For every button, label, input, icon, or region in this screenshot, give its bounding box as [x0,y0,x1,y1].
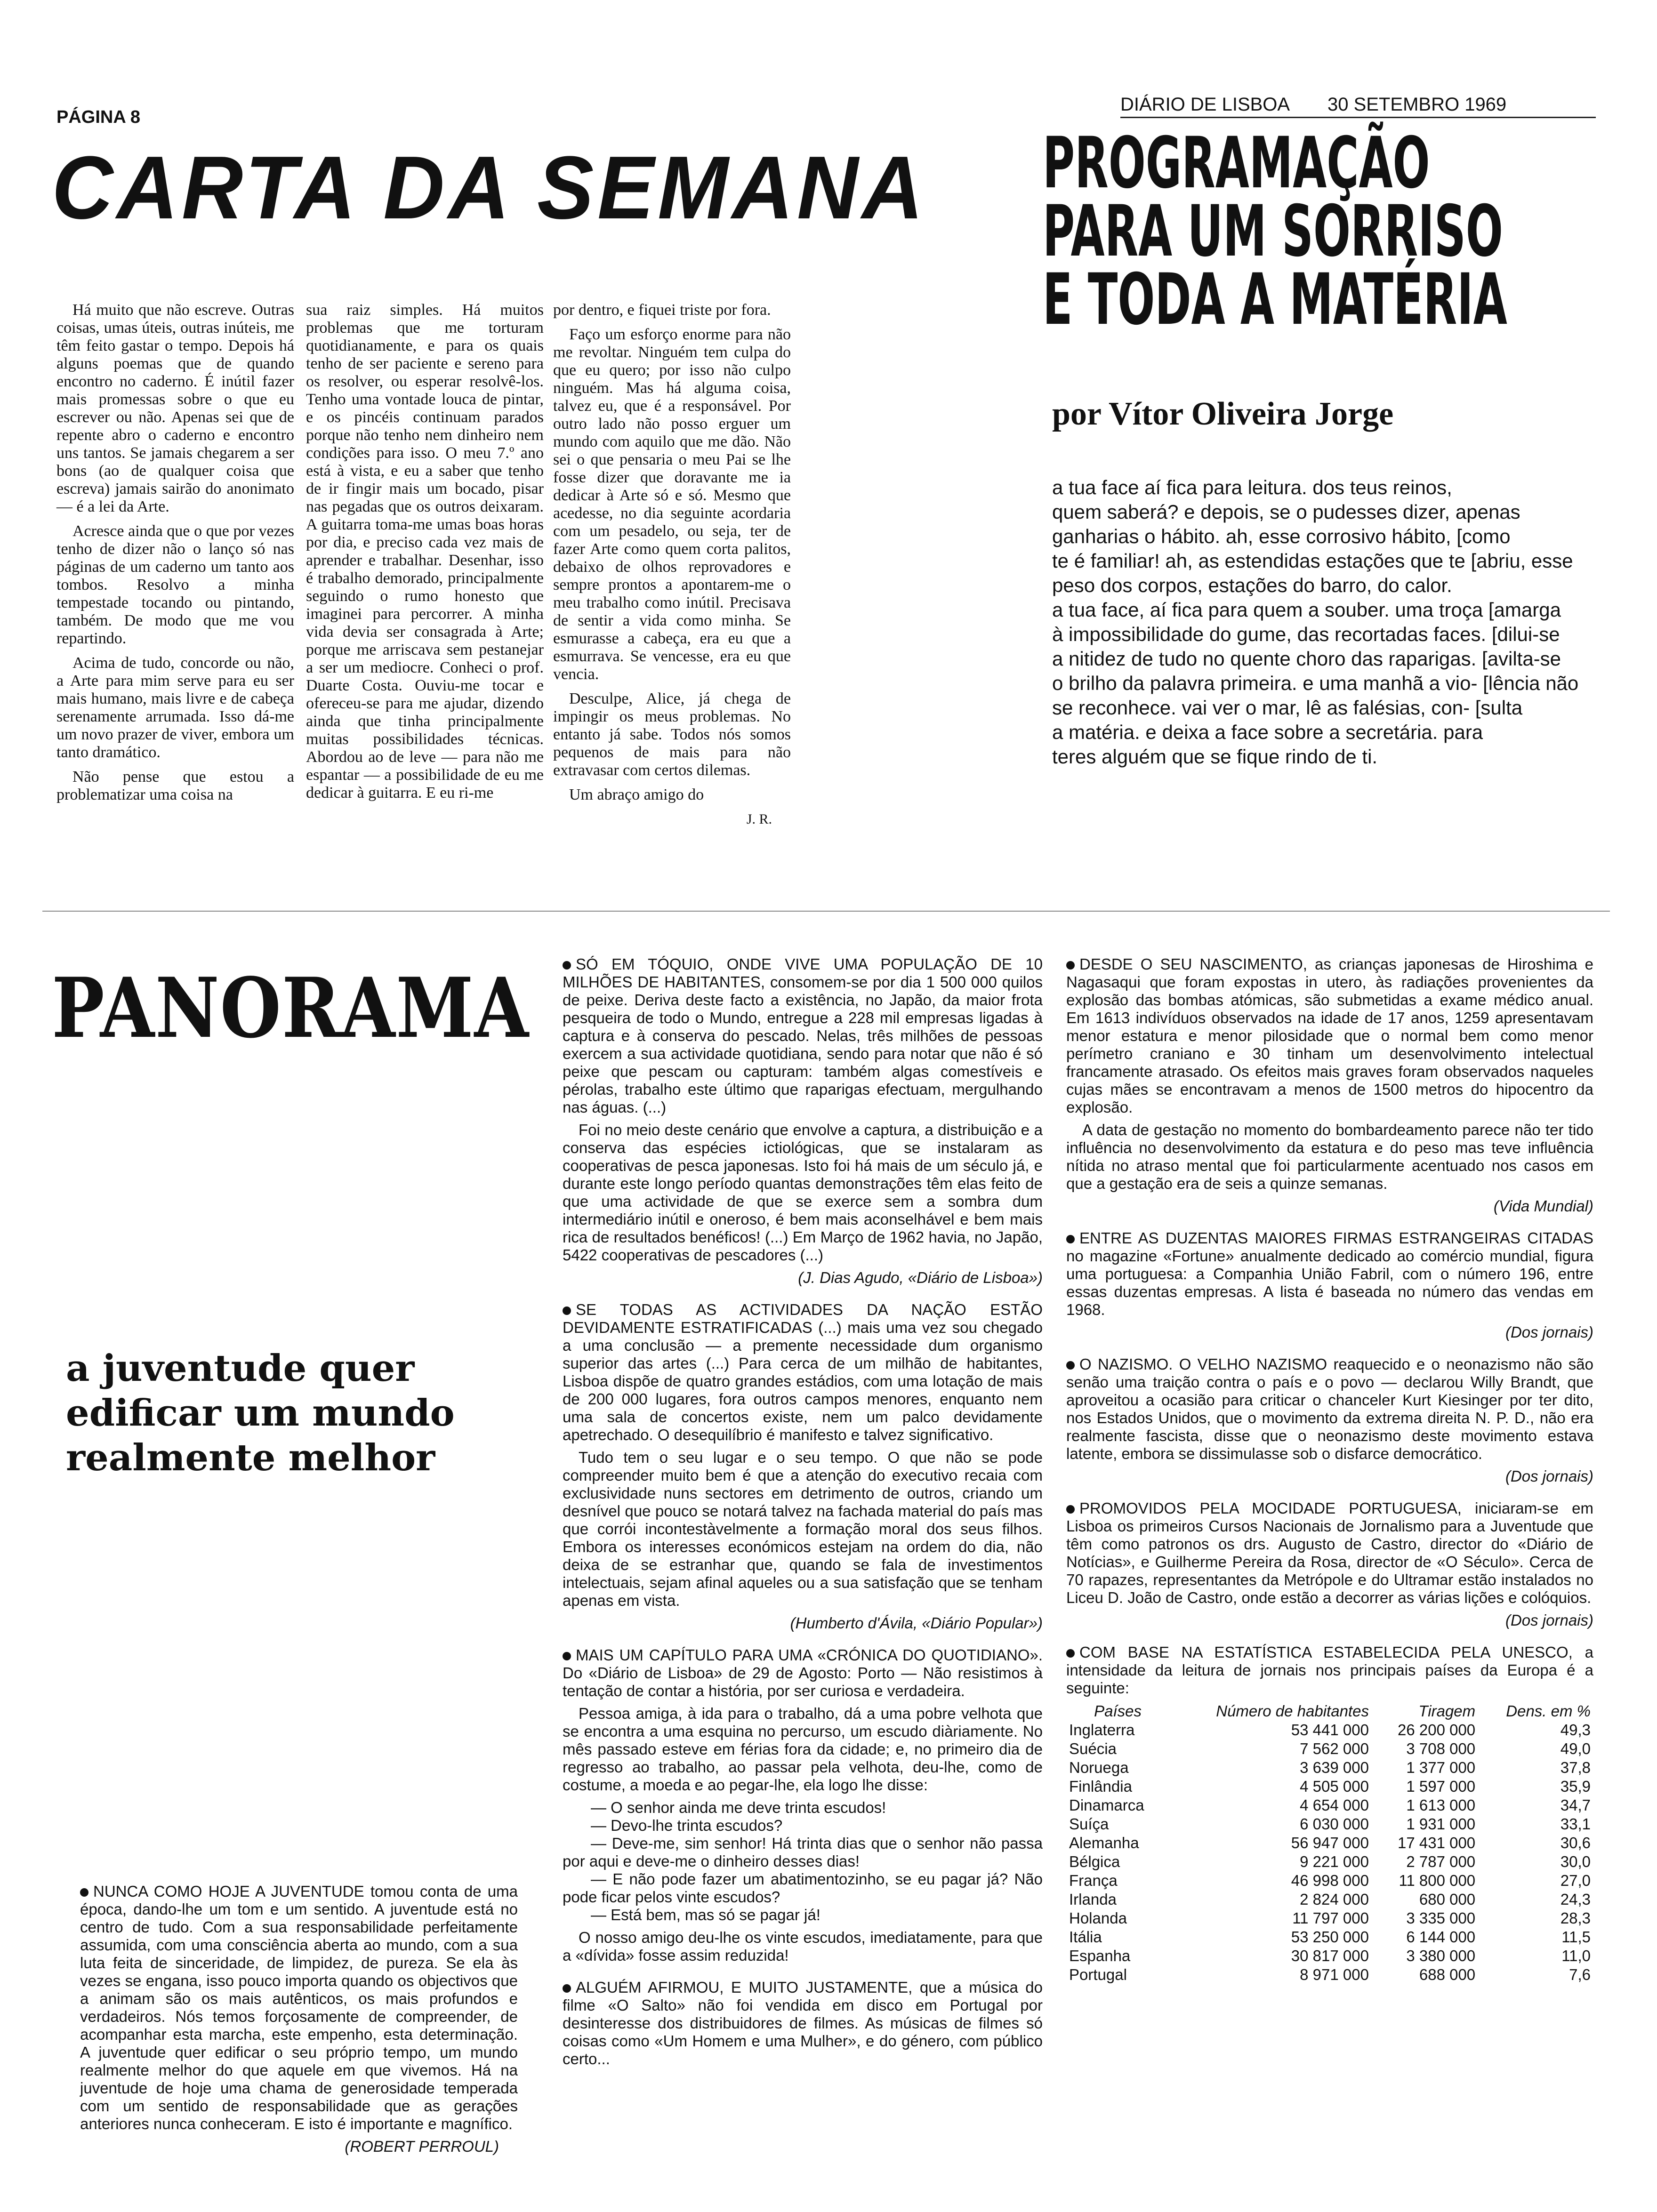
value-cell: 8 971 000 [1300,1966,1369,1983]
readership-table [1066,1702,1593,1984]
country-cell: Espanha [1069,1947,1131,1964]
value-cell: 53 441 000 [1291,1721,1369,1739]
article-lead: SE TODAS AS ACTIVIDADES DA NAÇÃO ESTÃO DEVIDAMENTE ESTRATIFICADAS [563,1301,1043,1336]
carta-column-1 [56,301,294,810]
value-cell: 1 931 000 [1406,1815,1476,1833]
subtitle-line: edificar um mundo [66,1392,455,1435]
section-divider [42,911,1610,912]
value-cell: 1 377 000 [1406,1759,1476,1776]
article-text: iniciaram-se em Lisboa os primeiros Cursos Nacionais de Jornalismo para a Juventude que têm como patronos os drs. Augusto de Castro, director do «Diário de Notícias», e Guilherme Pereira da Rosa, director de «O Século». Cerca de 70 rapazes, representantes da Metrópole e do Ultramar estão instalados no Liceu D. João de Castro, onde estão a decorrer as várias lições e colóquios. [1066,1499,1594,1606]
value-cell: 35,9 [1560,1778,1591,1795]
article-source: (Dos jornais) [1505,1611,1593,1629]
value-cell: 30,0 [1560,1853,1591,1870]
article-lead: COM BASE NA ESTATÍSTICA ESTABELECIDA PELA UNESCO, [1079,1643,1573,1661]
table-header: Tiragem [1418,1702,1476,1720]
poem-line: peso dos corpos, estações do barro, do calor. [1052,574,1452,596]
country-cell: Itália [1069,1928,1102,1946]
table-row [1066,1777,1593,1796]
value-cell: 33,1 [1560,1815,1591,1833]
value-cell: 6 144 000 [1406,1928,1476,1946]
table-row [1066,1834,1593,1852]
article-text: que a música do filme «O Salto» não foi vendida em disco em Portugal por desinteresse dos distribuidores de filmes. As músicas de filmes só coisas como «Um Homem e uma Mulher», e do género, com público certo... [563,1979,1043,2068]
value-cell: 11 800 000 [1399,1872,1476,1889]
article-lead: PROMOVIDOS PELA MOCIDADE PORTUGUESA, [1079,1499,1462,1517]
value-cell: 53 250 000 [1291,1928,1369,1946]
value-cell: 1 613 000 [1406,1796,1476,1814]
news-item [563,1979,1043,2068]
value-cell: 7,6 [1569,1966,1591,1983]
table-row [1066,1871,1593,1890]
article-source: (ROBERT PERROUL) [345,2138,499,2155]
country-cell: Alemanha [1069,1834,1139,1851]
issue-date: 30 SETEMBRO 1969 [1327,94,1507,115]
value-cell: 3 639 000 [1300,1759,1369,1776]
article-text: Tudo tem o seu lugar e o seu tempo. O que não se pode compreender muito bem é que a atenção do executivo recaia com exclusividade nuns sectores em detrimento de outros, criando um desnível que pouco se notará talvez na fachada material do país mas que corrói incontestàvelmente a formação moral dos seus filhos. Embora os interesses económicos estejam na ordem do dia, não deixa de se estranhar que, quando se fala de investimentos intelectuais, sejam afinal aqueles ou a sua satisfação que se tenham apenas em vista. [563,1449,1043,1609]
value-cell: 688 000 [1419,1966,1476,1983]
country-cell: Finlândia [1069,1778,1132,1795]
programacao-headline [1043,122,1657,341]
carta-paragraph: Há muito que não escreve. Outras coisas, umas úteis, outras inúteis, me têm feito gastar o tempo. Depois há alguns poemas que de quando encontro no caderno. É inútil fazer mais promessas sobre o que eu escrever ou não. Apenas sei que de repente abro o caderno e encontro uns tantos. Se jamais chegarem a ser bons (ao de qualquer coisa que escreva) jamais sairão do anonimato — é a lei da Arte. [56,301,294,515]
carta-title: CARTA DA SEMANA [52,138,927,238]
news-item [1066,955,1593,1215]
poem [1052,475,1593,769]
value-cell: 49,0 [1560,1740,1591,1757]
value-cell: 9 221 000 [1300,1853,1369,1870]
country-cell: Portugal [1069,1966,1127,1983]
carta-paragraph: Acima de tudo, concorde ou não, a Arte para mim serve para eu ser mais humano, mais livre e de cabeça serenamente arrumada. Isso dá-me um novo prazer de viver, embora um tanto dramático. [56,654,294,761]
value-cell: 6 030 000 [1300,1815,1369,1833]
poem-line: se reconhece. vai ver o mar, lê as falésias, con- [sulta [1052,697,1523,719]
carta-signature: J. R. [746,811,772,827]
poem-line: a nitidez de tudo no quente choro das raparigas. [avilta-se [1052,648,1561,670]
bullet-icon [1066,1361,1075,1370]
bullet-icon [1066,961,1075,970]
table-header-row [1066,1702,1593,1721]
article-text: Foi no meio deste cenário que envolve a captura, a distribuição e a conserva das espécies ictiológicas, que se instalaram as cooperativas de pesca japonesas. Isto foi há mais de um século já, e durante este longo período quantas demonstrações têm elas feito de que uma actividade de que se exerce sem a sombra dum intermediário inútil e oneroso, é bem mais aconselhável e bem mais rica de resultados benéficos! (...) Em Março de 1962 havia, no Japão, 5422 cooperativas de pescadores (...) [563,1121,1043,1264]
bullet-icon [563,1652,571,1660]
page-number: PÁGINA 8 [56,107,141,127]
value-cell: 2 824 000 [1300,1891,1369,1908]
byline: por Vítor Oliveira Jorge [1052,396,1394,432]
headline-line: E TODA A MATÉRIA [1043,259,1507,341]
bullet-icon [1066,1649,1075,1658]
value-cell: 4 505 000 [1300,1778,1369,1795]
dialogue-line: — E não pode fazer um abatimentozinho, se eu pagar já? Não pode ficar pelos vinte escudos? [563,1870,1043,1906]
table-row [1066,1928,1593,1947]
bullet-icon [1066,1235,1075,1243]
value-cell: 56 947 000 [1291,1834,1369,1851]
bullet-icon [80,1888,88,1897]
value-cell: 3 708 000 [1406,1740,1476,1757]
carta-column-3 [553,301,791,828]
headline-line: PARA UM SORRISO [1043,191,1503,272]
dialogue-line: — Deve-me, sim senhor! Há trinta dias que o senhor não passa por aqui e deve-me o dinheiro desses dias! [563,1835,1043,1870]
table-row [1066,1852,1593,1871]
poem-line: ganharias o hábito. ah, esse corrosivo hábito, [como [1052,525,1511,547]
article-text: (...) mais uma vez sou chegado a uma conclusão — a premente necessidade dum organismo superior das artes (...) Para cerca de um milhão de habitantes, Lisboa dispõe de quatro grandes estádios, com uma lotação de mais de 200 000 lugares, fora outros campos menores, enquanto nem uma sala de concertos existe, nem um palco devidamente apetrechado. O desequilíbrio é manifesto e talvez significativo. [563,1319,1043,1443]
article-lead: SÓ EM TÓQUIO, ONDE VIVE UMA POPULAÇÃO DE 10 MILHÕES DE HABITANTES, [563,955,1043,991]
article-text: Pessoa amiga, à ida para o trabalho, dá a uma pobre velhota que se encontra a uma esquina no percurso, um escudo diàriamente. No mês passado esteve em férias fora da cidade; e, no primeiro dia de regresso ao trabalho, ao passar pela velhota, deu-lhe, como de costume, a moeda e ao pegar-lhe, ela logo lhe disse: [563,1705,1043,1794]
subtitle-line: a juventude quer [66,1347,415,1390]
table-row [1066,1758,1593,1777]
value-cell: 46 998 000 [1291,1872,1369,1889]
country-cell: Dinamarca [1069,1796,1144,1814]
value-cell: 11,0 [1561,1947,1591,1964]
dialogue-line: — Devo-lhe trinta escudos? [591,1817,783,1834]
article-text: O nosso amigo deu-lhe os vinte escudos, imediatamente, para que a «dívida» fosse assim reduzida! [563,1929,1043,1964]
poem-line: te é familiar! ah, as estendidas estações que te [abriu, esse [1052,550,1573,572]
value-cell: 7 562 000 [1300,1740,1369,1757]
panorama-title: PANORAMA [52,960,530,1057]
table-row [1066,1947,1593,1965]
article-text: A data de gestação no momento do bombardeamento parece não ter tido influência no desenvolvimento da estatura e do peso mas teve influência nítida no atraso mental que foi particularmente acentuado nos casos em que a gestação era de seis a quinze semanas. [1066,1121,1593,1192]
value-cell: 27,0 [1560,1872,1591,1889]
dialogue-line: — O senhor ainda me deve trinta escudos! [591,1799,886,1816]
article-source: (Dos jornais) [1505,1467,1593,1485]
poem-line: o brilho da palavra primeira. e uma manhã a vio- [lência não [1052,672,1579,694]
table-header: Países [1094,1702,1142,1720]
table-header: Número de habitantes [1216,1702,1369,1720]
article-source: (J. Dias Agudo, «Diário de Lisboa») [798,1269,1043,1286]
article-source: (Vida Mundial) [1493,1197,1593,1215]
juventude-article [80,1883,518,2170]
value-cell: 680 000 [1419,1891,1476,1908]
carta-paragraph: Desculpe, Alice, já chega de impingir os meus problemas. No entanto já sabe. Todos nós somos pequenos de mais para não extravasar com certos dilemas. [553,690,791,779]
poem-line: à impossibilidade do gume, das recortadas faces. [dilui-se [1052,623,1560,645]
article-lead: DESDE O SEU NASCIMENTO, [1079,955,1307,973]
article-lead: ENTRE AS DUZENTAS MAIORES FIRMAS ESTRANGEIRAS CITADAS [1079,1229,1593,1247]
carta-paragraph: por dentro, e fiquei triste por fora. [553,301,771,319]
subtitle-line: realmente melhor [66,1436,435,1479]
value-cell: 49,3 [1560,1721,1591,1739]
dialogue-line: — Está bem, mas só se pagar já! [591,1906,820,1923]
table-row [1066,1739,1593,1758]
country-cell: Noruega [1069,1759,1129,1776]
article-lead: MAIS UM CAPÍTULO PARA UMA «CRÓNICA DO QUOTIDIANO». [576,1646,1043,1664]
value-cell: 4 654 000 [1300,1796,1369,1814]
article-text: Do «Diário de Lisboa» de 29 de Agosto: Porto — Não resistimos à tentação de contar a história, por ser curiosa e verdadeira. [563,1664,1043,1699]
table-header: Dens. em % [1506,1702,1591,1720]
carta-paragraph: Um abraço amigo do [569,786,704,803]
news-item [1066,1229,1593,1341]
news-item [563,1646,1043,1964]
panorama-subtitle [66,1346,455,1480]
article-text: no magazine «Fortune» anualmente dedicado ao comércio mundial, figura uma portuguesa: a Companhia União Fabril, com o número 196, entre essas duzentas empresas. A lista é baseada no número das vendas em 1968. [1066,1247,1593,1318]
bullet-icon [563,1306,571,1315]
country-cell: França [1069,1872,1118,1889]
carta-paragraph: Acresce ainda que o que por vezes tenho de dizer não o lanço só nas páginas de um caderno um tanto aos tombos. Resolvo a minha tempestade tocando ou pintando, também. De modo que me vou repartindo. [56,522,294,647]
value-cell: 28,3 [1560,1909,1591,1927]
article-text: as crianças japonesas de Hiroshima e Nagasaqui que foram expostas in utero, às radiações provenientes da explosão das bombas atómicas, são submetidas a exame médico anual. Em 1613 indivíduos observados na idade de 17 anos, 1259 apresentavam menor estatura e menor pilosidade que o normal bem como menor perímetro craniano e 30 tinham um desenvolvimento intelectual francamente atrasado. Os efeitos mais graves foram observados naqueles cujas mães se encontravam a menos de 1500 metros do hipocentro da explosão. [1066,955,1593,1116]
value-cell: 11,5 [1561,1928,1591,1946]
news-item [563,1301,1043,1632]
article-text: a intensidade da leitura de jornais nos principais países da Europa é a seguinte: [1066,1643,1593,1697]
carta-column-2 [306,301,544,809]
bullet-icon [563,1984,571,1993]
article-text: reaquecido e o neonazismo não são senão uma traição contra o país e o povo — declarou Willy Brandt, que aproveitou a ocasião para criticar o chanceler Kurt Kiesinger por ter dito, nos Estados Unidos, que o movimento da extrema direita N. P. D., não era realmente fascista, disse que o neonazismo deste movimento estava latente, embora se dissimulasse sob o disfarce democrático. [1066,1355,1594,1462]
value-cell: 30,6 [1560,1834,1591,1851]
poem-line: a tua face, aí fica para quem a souber. uma troça [amarga [1052,599,1561,621]
country-cell: Irlanda [1069,1891,1117,1908]
article-lead: NUNCA COMO HOJE A JUVENTUDE [93,1883,364,1900]
table-row [1066,1965,1593,1984]
table-row [1066,1909,1593,1928]
news-item [563,955,1043,1287]
table-row [1066,1815,1593,1834]
table-row [1066,1721,1593,1739]
article-text: consomem-se por dia 1 500 000 quilos de peixe. Deriva deste facto a existência, no Japão, da maior frota pesqueira de todo o Mundo, entregue a 228 mil empresas ligadas à captura e à conserva do pescado. Nelas, três milhões de pessoas exercem a sua actividade quotidiana, sendo para notar que não é só peixe que pescam ou capturam: também algas comestíveis e pérolas, trabalho este último que raparigas efectuam, mergulhando nas águas. (...) [563,973,1043,1116]
poem-line: a matéria. e deixa a face sobre a secretária. para [1052,721,1483,743]
country-cell: Suíça [1069,1815,1109,1833]
article-lead: O NAZISMO. O VELHO NAZISMO [1079,1355,1327,1373]
right-column [1066,955,1593,1984]
country-cell: Holanda [1069,1909,1127,1927]
carta-paragraph: Faço um esforço enorme para não me revoltar. Ninguém tem culpa do que eu quero; por isso não culpo ninguém. Mas há alguma coisa, talvez eu, que é a responsável. Por outro lado não posso erguer um mundo com aquilo que me dão. Não sei o que pensaria o meu Pai se lhe fosse dizer que doravante me ia dedicar à Arte só e só. Mesmo que acedesse, no dia seguinte acordaria com um pesadelo, ou seja, ter de fazer Arte como quem corta palitos, debaixo de olhos reprovadores e sempre prontos a apontarem-me o meu trabalho como inútil. Precisava de sentir a vida como minha. Se esmurasse a cabeça, era eu que a esmurrava. Se vencesse, era eu que vencia. [553,326,791,683]
value-cell: 34,7 [1560,1796,1591,1814]
value-cell: 17 431 000 [1397,1834,1476,1851]
article-text: tomou conta de uma época, dando-lhe um tom e um sentido. A juventude está no centro de tudo. Com a sua responsabilidade perfeitamente assumida, com uma consciência aberta ao mundo, com a sua luta feita de sinceridade, de limpidez, de pureza. Se ela às vezes se engana, isso pouco importa quando os objectivos que a animam são os mais autênticos, os mais profundos e verdadeiros. Nós temos forçosamente de compreender, de acompanhar esta marcha, este empenho, esta determinação. A juventude quer edificar o seu próprio tempo, um mundo realmente melhor do que aquele em que vivemos. Há na juventude de hoje uma chama de generosidade temperada com um sentido de responsabilidade que as gerações anteriores nunca conheceram. E isto é importante e magnífico. [80,1883,518,2132]
news-item [1066,1643,1593,1697]
poem-line: quem saberá? e depois, se o pudesses dizer, apenas [1052,501,1520,523]
value-cell: 3 380 000 [1406,1947,1476,1964]
value-cell: 26 200 000 [1397,1721,1476,1739]
table-row [1066,1890,1593,1909]
article-lead: ALGUÉM AFIRMOU, E MUITO JUSTAMENTE, [576,1979,913,1996]
country-cell: Bélgica [1069,1853,1120,1870]
country-cell: Suécia [1069,1740,1117,1757]
article-source: (Dos jornais) [1505,1323,1593,1341]
value-cell: 30 817 000 [1291,1947,1369,1964]
article-source: (Humberto d'Ávila, «Diário Popular») [790,1614,1043,1632]
value-cell: 3 335 000 [1406,1909,1476,1927]
value-cell: 37,8 [1560,1759,1591,1776]
value-cell: 2 787 000 [1406,1853,1476,1870]
value-cell: 24,3 [1560,1891,1591,1908]
table-row [1066,1796,1593,1815]
news-item [1066,1499,1593,1629]
bullet-icon [563,961,571,970]
newspaper-name: DIÁRIO DE LISBOA [1120,94,1290,115]
carta-paragraph: Não pense que estou a problematizar uma coisa na [56,768,294,803]
carta-paragraph: sua raiz simples. Há muitos problemas que me torturam quotidianamente, e para os quais tenho de ser paciente e sereno para os resolver, ou esperar resolvê-los. Tenho uma vontade louca de pintar, e os pincéis continuam parados porque não tenho nem dinheiro nem condições para isso. O meu 7.º ano está à vista, e eu a saber que tenho de ir fingir mais um bocado, pisar nas pegadas que os outros deixaram. A guitarra toma-me umas boas horas por dia, e preciso cada vez mais de aprender e trabalhar. Desenhar, isso é trabalho demorado, principalmente seguindo o rumo honesto que imaginei para percorrer. A minha vida devia ser consagrada à Arte; porque me arriscava sem pestanejar a ser um mediocre. Conheci o prof. Duarte Costa. Ouviu-me tocar e ofereceu-se para me ajudar, dizendo ainda que tinha principalmente muitas possibilidades técnicas. Abordou ao de leve — para não me espantar — a possibilidade de eu me dedicar à guitarra. E eu ri-me [306,301,544,801]
value-cell: 11 797 000 [1292,1909,1369,1927]
country-cell: Inglaterra [1069,1721,1135,1739]
header-rule [1120,117,1596,118]
middle-column [563,955,1043,2073]
news-item [1066,1355,1593,1485]
value-cell: 1 597 000 [1406,1778,1476,1795]
headline-line: PROGRAMAÇÃO [1043,122,1430,204]
poem-line: teres alguém que se fique rindo de ti. [1052,745,1378,768]
poem-line: a tua face aí fica para leitura. dos teus reinos, [1052,476,1452,498]
bullet-icon [1066,1505,1075,1514]
